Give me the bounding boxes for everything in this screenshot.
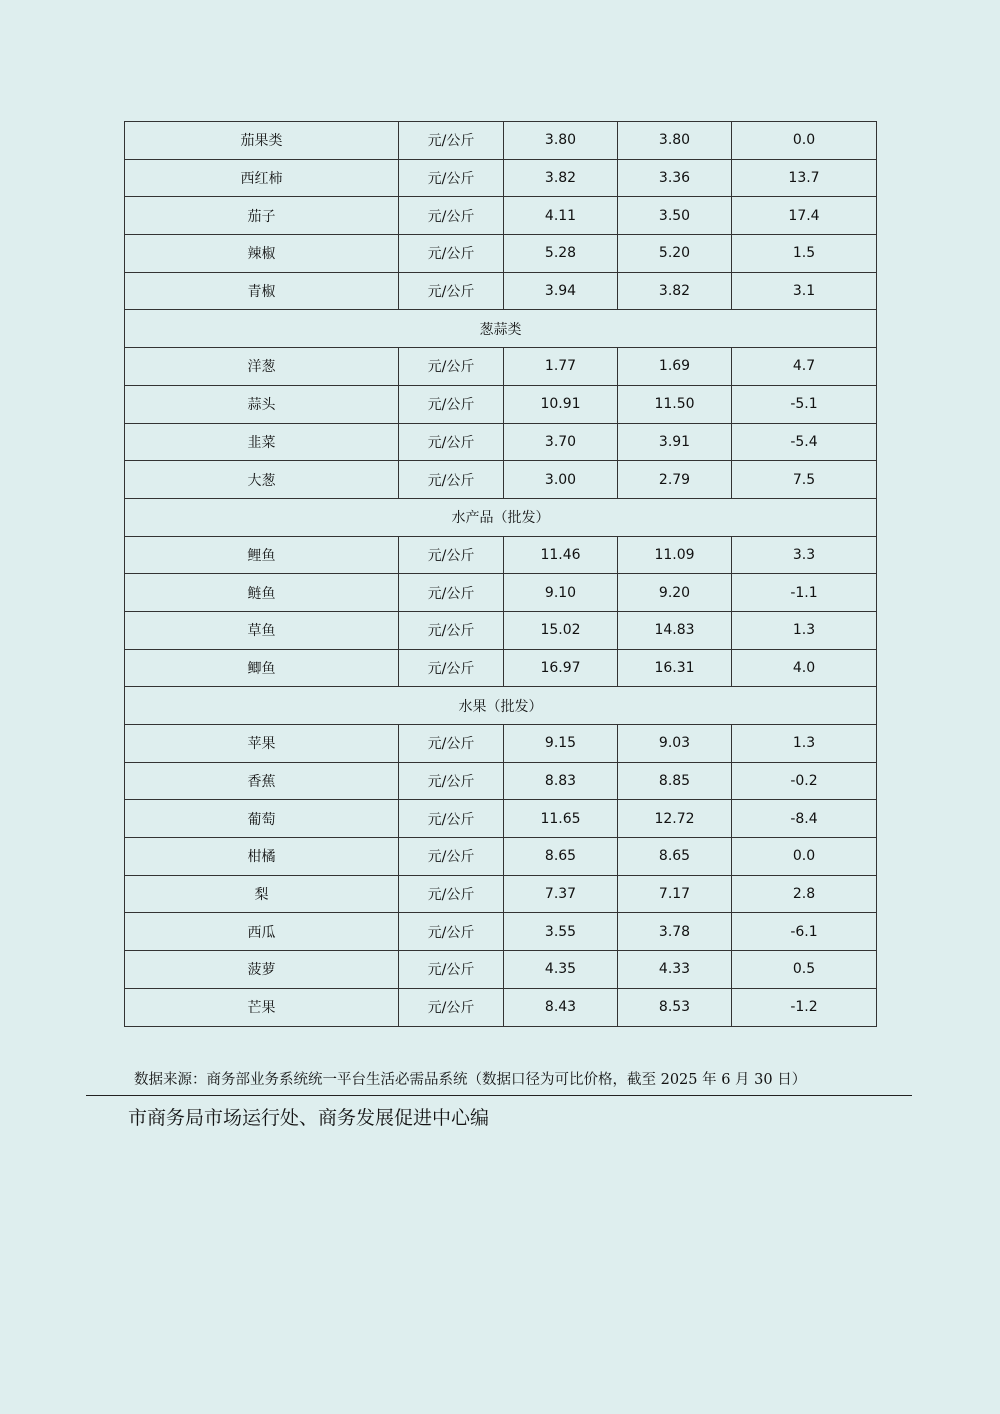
current-price: 10.91 (504, 385, 618, 423)
change-percent: -6.1 (732, 913, 877, 951)
change-percent: 2.8 (732, 875, 877, 913)
divider-line (86, 1095, 912, 1096)
previous-price: 11.09 (618, 536, 732, 574)
current-price: 1.77 (504, 348, 618, 386)
previous-price: 3.91 (618, 423, 732, 461)
previous-price: 9.03 (618, 725, 732, 763)
table-row (125, 988, 877, 1026)
table-row (125, 423, 877, 461)
current-price: 3.80 (504, 122, 618, 160)
previous-price: 11.50 (618, 385, 732, 423)
table-row (125, 800, 877, 838)
unit-cell: 元/公斤 (399, 348, 504, 386)
previous-price: 3.82 (618, 272, 732, 310)
current-price: 3.82 (504, 159, 618, 197)
change-percent: -1.1 (732, 574, 877, 612)
change-percent: -0.2 (732, 762, 877, 800)
change-percent: 3.1 (732, 272, 877, 310)
section-row (125, 687, 877, 725)
unit-cell: 元/公斤 (399, 951, 504, 989)
previous-price: 4.33 (618, 951, 732, 989)
table-row (125, 762, 877, 800)
section-row (125, 498, 877, 536)
table-row (125, 913, 877, 951)
item-name: 韭菜 (125, 423, 399, 461)
change-percent: 4.0 (732, 649, 877, 687)
table-row (125, 649, 877, 687)
table-row (125, 951, 877, 989)
unit-cell: 元/公斤 (399, 838, 504, 876)
change-percent: -8.4 (732, 800, 877, 838)
unit-cell: 元/公斤 (399, 988, 504, 1026)
unit-cell: 元/公斤 (399, 913, 504, 951)
change-percent: 3.3 (732, 536, 877, 574)
item-name: 鲫鱼 (125, 649, 399, 687)
change-percent: 1.5 (732, 235, 877, 273)
price-table (124, 121, 877, 1027)
previous-price: 3.36 (618, 159, 732, 197)
change-percent: -5.1 (732, 385, 877, 423)
unit-cell: 元/公斤 (399, 649, 504, 687)
section-title: 水产品（批发） (125, 498, 877, 536)
previous-price: 16.31 (618, 649, 732, 687)
unit-cell: 元/公斤 (399, 461, 504, 499)
item-name: 芒果 (125, 988, 399, 1026)
table-row (125, 536, 877, 574)
change-percent: 7.5 (732, 461, 877, 499)
previous-price: 8.85 (618, 762, 732, 800)
change-percent: 13.7 (732, 159, 877, 197)
item-name: 茄子 (125, 197, 399, 235)
current-price: 7.37 (504, 875, 618, 913)
item-name: 柑橘 (125, 838, 399, 876)
current-price: 11.46 (504, 536, 618, 574)
current-price: 8.83 (504, 762, 618, 800)
table-row (125, 348, 877, 386)
table-row (125, 159, 877, 197)
change-percent: 0.0 (732, 838, 877, 876)
current-price: 8.65 (504, 838, 618, 876)
unit-cell: 元/公斤 (399, 800, 504, 838)
current-price: 8.43 (504, 988, 618, 1026)
current-price: 3.00 (504, 461, 618, 499)
unit-cell: 元/公斤 (399, 197, 504, 235)
unit-cell: 元/公斤 (399, 725, 504, 763)
item-name: 西红柿 (125, 159, 399, 197)
table-row (125, 725, 877, 763)
previous-price: 8.65 (618, 838, 732, 876)
item-name: 辣椒 (125, 235, 399, 273)
unit-cell: 元/公斤 (399, 875, 504, 913)
table-row (125, 461, 877, 499)
current-price: 4.11 (504, 197, 618, 235)
current-price: 3.55 (504, 913, 618, 951)
change-percent: -5.4 (732, 423, 877, 461)
item-name: 鲤鱼 (125, 536, 399, 574)
previous-price: 9.20 (618, 574, 732, 612)
previous-price: 1.69 (618, 348, 732, 386)
current-price: 11.65 (504, 800, 618, 838)
previous-price: 12.72 (618, 800, 732, 838)
unit-cell: 元/公斤 (399, 611, 504, 649)
item-name: 鲢鱼 (125, 574, 399, 612)
item-name: 菠萝 (125, 951, 399, 989)
unit-cell: 元/公斤 (399, 536, 504, 574)
item-name: 香蕉 (125, 762, 399, 800)
table-row (125, 122, 877, 160)
unit-cell: 元/公斤 (399, 159, 504, 197)
current-price: 3.70 (504, 423, 618, 461)
current-price: 15.02 (504, 611, 618, 649)
item-name: 洋葱 (125, 348, 399, 386)
item-name: 苹果 (125, 725, 399, 763)
table-row (125, 197, 877, 235)
change-percent: 1.3 (732, 611, 877, 649)
current-price: 3.94 (504, 272, 618, 310)
table-row (125, 385, 877, 423)
data-source-note: 数据来源：商务部业务系统统一平台生活必需品系统（数据口径为可比价格，截至 2025 年 6 月 30 日） (134, 1072, 807, 1088)
item-name: 大葱 (125, 461, 399, 499)
table-row (125, 875, 877, 913)
unit-cell: 元/公斤 (399, 574, 504, 612)
publisher-footer: 市商务局市场运行处、商务发展促进中心编 (128, 1107, 490, 1129)
current-price: 4.35 (504, 951, 618, 989)
previous-price: 3.50 (618, 197, 732, 235)
section-title: 水果（批发） (125, 687, 877, 725)
unit-cell: 元/公斤 (399, 423, 504, 461)
change-percent: -1.2 (732, 988, 877, 1026)
table-row (125, 838, 877, 876)
table-row (125, 272, 877, 310)
change-percent: 1.3 (732, 725, 877, 763)
current-price: 16.97 (504, 649, 618, 687)
current-price: 5.28 (504, 235, 618, 273)
item-name: 葡萄 (125, 800, 399, 838)
change-percent: 17.4 (732, 197, 877, 235)
section-row (125, 310, 877, 348)
unit-cell: 元/公斤 (399, 122, 504, 160)
previous-price: 3.78 (618, 913, 732, 951)
table-row (125, 235, 877, 273)
item-name: 西瓜 (125, 913, 399, 951)
previous-price: 14.83 (618, 611, 732, 649)
unit-cell: 元/公斤 (399, 762, 504, 800)
item-name: 梨 (125, 875, 399, 913)
section-title: 葱蒜类 (125, 310, 877, 348)
item-name: 蒜头 (125, 385, 399, 423)
item-name: 茄果类 (125, 122, 399, 160)
current-price: 9.15 (504, 725, 618, 763)
table-row (125, 611, 877, 649)
unit-cell: 元/公斤 (399, 235, 504, 273)
change-percent: 4.7 (732, 348, 877, 386)
unit-cell: 元/公斤 (399, 385, 504, 423)
table-row (125, 574, 877, 612)
item-name: 草鱼 (125, 611, 399, 649)
current-price: 9.10 (504, 574, 618, 612)
unit-cell: 元/公斤 (399, 272, 504, 310)
previous-price: 5.20 (618, 235, 732, 273)
previous-price: 2.79 (618, 461, 732, 499)
previous-price: 8.53 (618, 988, 732, 1026)
change-percent: 0.0 (732, 122, 877, 160)
previous-price: 3.80 (618, 122, 732, 160)
change-percent: 0.5 (732, 951, 877, 989)
item-name: 青椒 (125, 272, 399, 310)
previous-price: 7.17 (618, 875, 732, 913)
